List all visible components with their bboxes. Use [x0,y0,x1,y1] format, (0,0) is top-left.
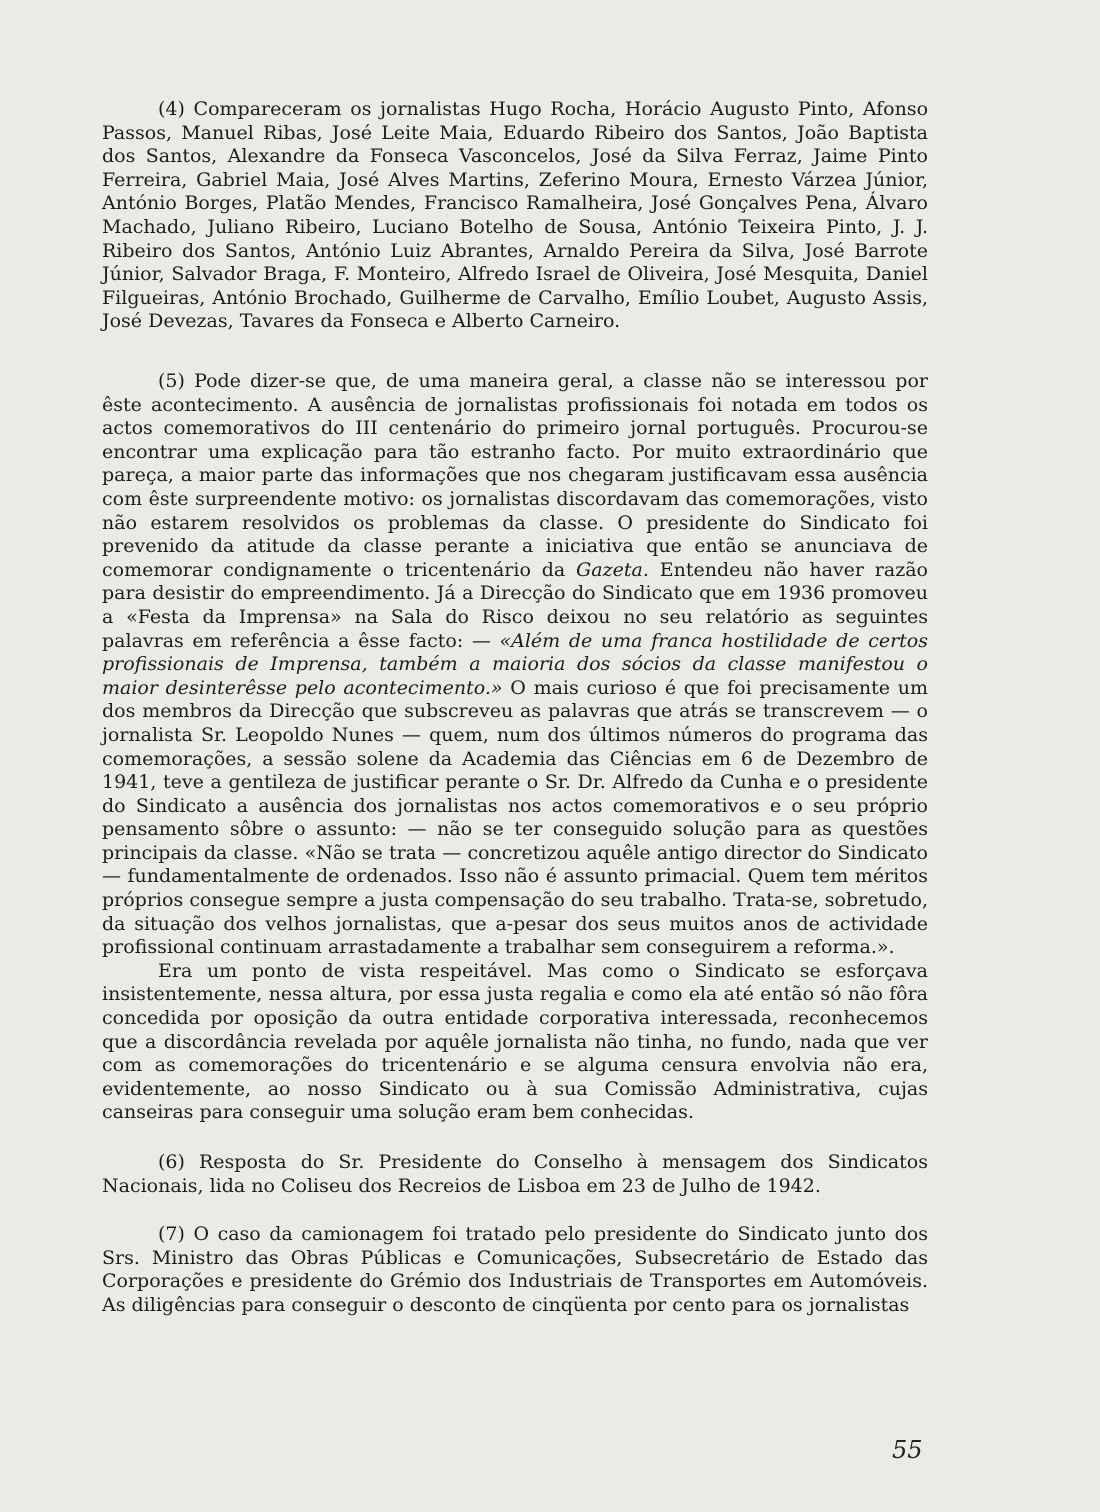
footnote-5-number: (5) [158,370,185,392]
footnote-5-paragraph-1 [102,370,928,960]
footnote-5-text-b: Entendeu não haver razão para desistir do empreendimento. Já a Direcção do Sindicato que em 1936 promoveu a «Festa da Imprensa» na Sala do Risco deixou no seu relatório as seguintes palavras em referência a êsse facto: — [102,558,928,652]
footnote-4-paragraph [102,98,928,334]
footnote-4-number: (4) [158,98,185,120]
footnote-7 [102,1223,928,1317]
footnote-5-quote: «Além de uma franca hostilidade de certos profissionais de Imprensa, também a maioria dos sócios da classe manifestou o maior desinterêsse pelo acontecimento.» [102,629,928,699]
footnote-7-number: (7) [158,1223,185,1245]
footnote-5-text-c: O mais curioso é que foi precisamente um dos membros da Direcção que subscreveu as palavras que atrás se transcrevem — o jornalista Sr. Leopoldo Nunes — quem, num dos últimos números do programa das comemorações, a sessão solene da Academia das Ciências em 6 de Dezembro de 1941, teve a gentileza de justificar perante o Sr. Dr. Alfredo da Cunha e o presidente do Sindicato a ausência dos jornalistas nos actos comemorativos e o seu próprio pensamento sôbre o assunto: — não se ter conseguido solução para as questões principais da classe. «Não se trata — concretizou aquêle antigo director do Sindicato — fundamentalmente de ordenados. Isso não é assunto primacial. Quem tem méritos próprios consegue sempre a justa compensação do seu trabalho. Trata-se, sobretudo, da situação dos velhos jornalistas, que a-pesar dos seus muitos anos de actividade profissional continuam arrastadamente a trabalhar sem conseguirem a reforma.». [102,676,928,959]
footnote-7-paragraph [102,1223,928,1317]
footnote-6-paragraph [102,1151,928,1198]
footnote-7-text: O caso da camionagem foi tratado pelo presidente do Sindicato junto dos Srs. Ministro das Obras Públicas e Comunicações, Subsecretário de Estado das Corporações e presidente do Grémio dos Industriais de Transportes em Automóveis. As diligências para conseguir o desconto de cinqüenta por cento para os jornalistas [102,1223,928,1316]
page-number: 55 [892,1436,923,1464]
footnote-6 [102,1151,928,1198]
footnote-6-text: Resposta do Sr. Presidente do Conselho à mensagem dos Sindicatos Nacionais, lida no Coliseu dos Recreios de Lisboa em 23 de Julho de 1942. [102,1151,928,1197]
footnote-5 [102,370,928,1125]
gazeta-title: Gazeta. [576,558,649,581]
footnote-4 [102,98,928,334]
footnote-5-text-a: Pode dizer-se que, de uma maneira geral, a classe não se interessou por êste acontecimento. A ausência de jornalistas profissionais foi notada em todos os actos comemorativos do III centenário do primeiro jornal português. Procurou-se encontrar uma explicação para tão estranho facto. Por muito extraordinário que pareça, a maior parte das informações que nos chegaram justificavam essa ausência com êste surpreendente motivo: os jornalistas discordavam das comemorações, visto não estarem resolvidos os problemas da classe. O presidente do Sindicato foi prevenido da atitude da classe perante a iniciativa que então se anunciava de comemorar condignamente o tricentenário da [102,370,928,581]
footnote-4-text: Compareceram os jornalistas Hugo Rocha, Horácio Augusto Pinto, Afonso Passos, Manuel Ribas, José Leite Maia, Eduardo Ribeiro dos Santos, João Baptista dos Santos, Alexandre da Fonseca Vasconcelos, José da Silva Ferraz, Jaime Pinto Ferreira, Gabriel Maia, José Alves Martins, Zeferino Moura, Ernesto Várzea Júnior, António Borges, Platão Mendes, Francisco Ramalheira, José Gonçalves Pena, Álvaro Machado, Juliano Ribeiro, Luciano Botelho de Sousa, António Teixeira Pinto, J. J. Ribeiro dos Santos, António Luiz Abrantes, Arnaldo Pereira da Silva, José Barrote Júnior, Salvador Braga, F. Monteiro, Alfredo Israel de Oliveira, José Mesquita, Daniel Filgueiras, António Brochado, Guilherme de Carvalho, Emílio Loubet, Augusto Assis, José Devezas, Tavares da Fonseca e Alberto Carneiro. [102,98,929,333]
footnote-5-paragraph-2: Era um ponto de vista respeitável. Mas como o Sindicato se esforçava insistentemente, nessa altura, por essa justa regalia e como ela até então só não fôra concedida por oposição da outra entidade corporativa interessada, reconhecemos que a discordância revelada por aquêle jornalista não tinha, no fundo, nada que ver com as comemorações do tricentenário e se alguma censura envolvia não era, evidentemente, ao nosso Sindicato ou à sua Comissão Administrativa, cujas canseiras para conseguir uma solução eram bem conhecidas. [102,959,928,1124]
footnote-6-number: (6) [158,1151,185,1173]
